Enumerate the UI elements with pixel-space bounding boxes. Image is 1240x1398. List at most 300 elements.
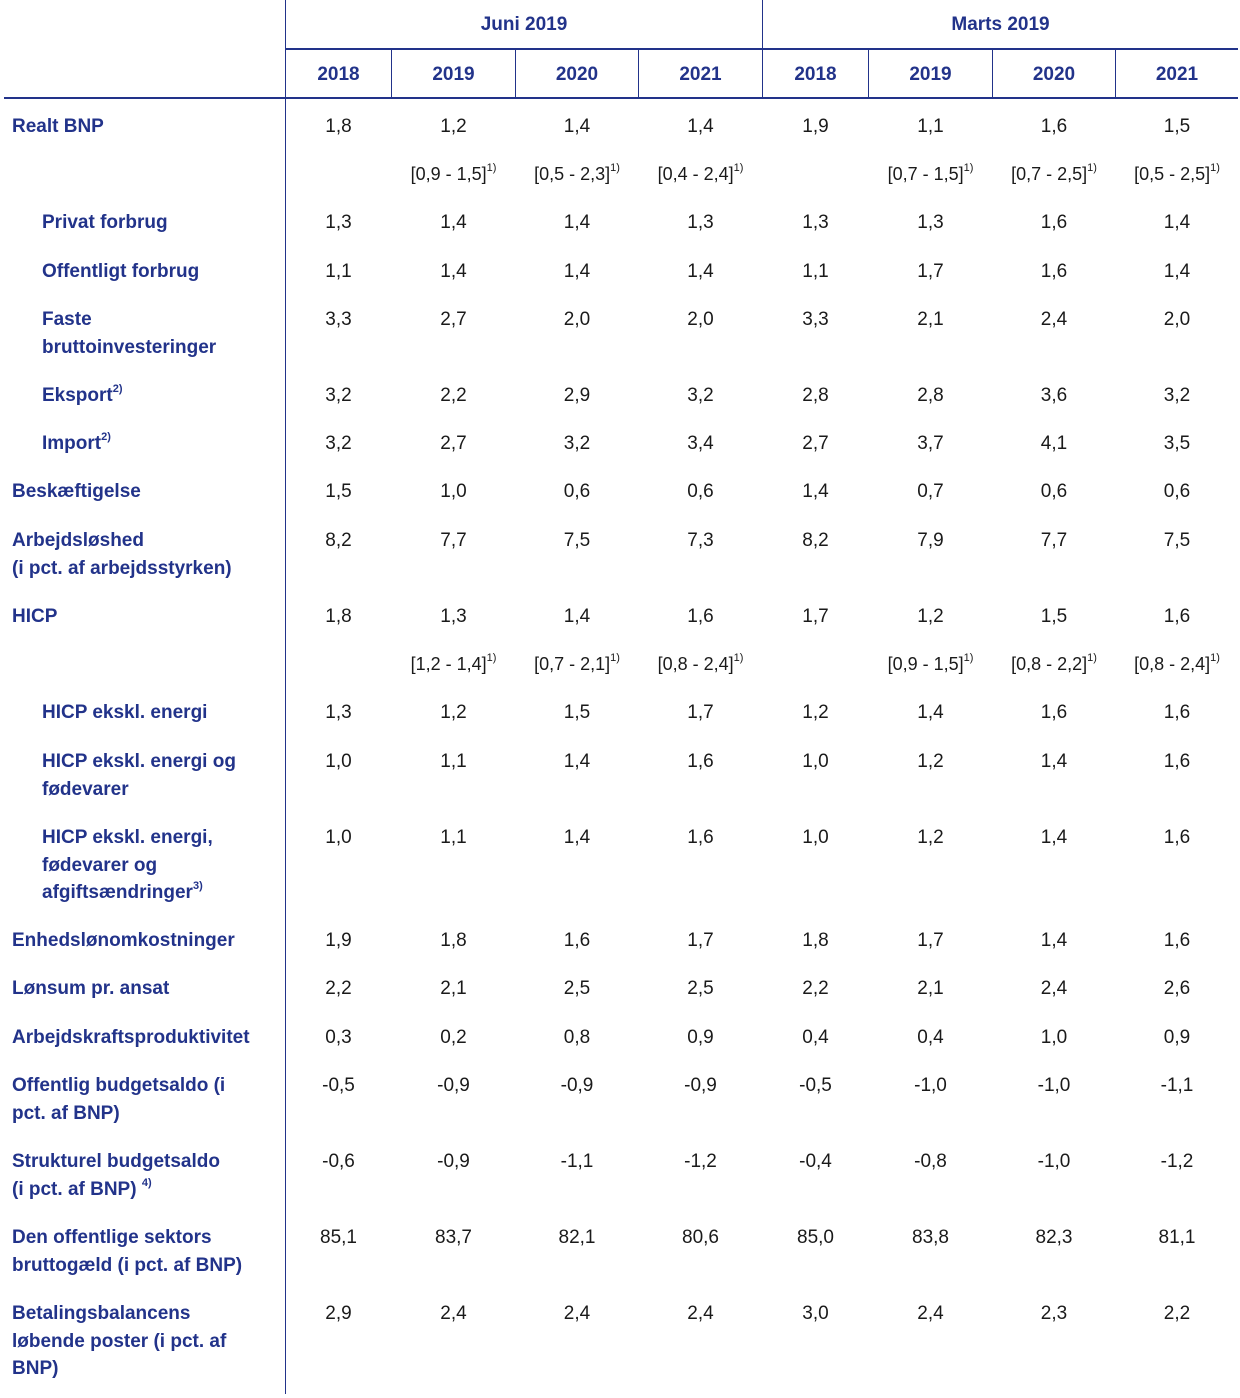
row-label-line: Faste — [42, 309, 92, 330]
value-cell — [763, 748, 868, 776]
cell-value: 1,0 — [1040, 1027, 1068, 1048]
value-cell — [763, 306, 868, 334]
cell-value: -0,9 — [437, 1075, 470, 1096]
value-cell — [993, 824, 1115, 852]
cell-value: 7,5 — [1163, 530, 1191, 551]
cell-value: 1,4 — [1040, 827, 1068, 848]
value-cell — [286, 824, 391, 852]
cell-value: 0,6 — [687, 481, 714, 502]
cell-value: -1,2 — [684, 1151, 717, 1172]
cell-value: 1,4 — [563, 212, 591, 233]
cell-value: 1,4 — [563, 606, 591, 627]
value-cell — [869, 1224, 992, 1252]
cell-value: 2,6 — [1163, 978, 1191, 999]
cell-value: 1,1 — [440, 751, 467, 772]
footnote-marker: 1) — [486, 162, 497, 174]
cell-value: 1,4 — [563, 827, 591, 848]
cell-value: 2,2 — [1163, 1303, 1191, 1324]
value-cell — [516, 699, 638, 727]
value-cell — [392, 1024, 515, 1052]
cell-value: 3,0 — [802, 1303, 829, 1324]
cell-value: 3,2 — [563, 433, 591, 454]
cell-value: 1,6 — [1163, 930, 1191, 951]
cell-value: 3,5 — [1163, 433, 1191, 454]
value-cell — [516, 209, 638, 237]
row-label-line: Enhedslønomkostninger — [12, 930, 235, 951]
value-cell — [392, 478, 515, 506]
cell-value: [0,8 - 2,2] — [1011, 654, 1088, 674]
cell-value: -0,9 — [684, 1075, 717, 1096]
value-cell — [516, 1148, 638, 1176]
cell-value: 85,0 — [797, 1227, 834, 1248]
cell-value: 2,8 — [802, 385, 829, 406]
range-cell — [516, 161, 638, 189]
value-cell — [993, 748, 1115, 776]
row-label-line: Arbejdskraftsproduktivitet — [12, 1027, 250, 1048]
value-cell — [392, 209, 515, 237]
value-cell — [763, 603, 868, 631]
value-cell — [516, 1300, 638, 1328]
cell-value: -1,0 — [914, 1075, 947, 1096]
value-cell — [639, 699, 762, 727]
cell-value: -0,9 — [560, 1075, 594, 1096]
cell-value: 1,0 — [325, 751, 352, 772]
value-cell — [516, 527, 638, 555]
cell-value: 7,9 — [917, 530, 944, 551]
footnote-marker: 1) — [733, 162, 744, 174]
value-cell — [993, 927, 1115, 955]
cell-value: 1,2 — [917, 751, 944, 772]
cell-value: 2,0 — [687, 309, 714, 330]
row-label-line: HICP — [12, 606, 58, 627]
row-label — [12, 603, 57, 631]
value-cell — [639, 927, 762, 955]
cell-value: -0,6 — [322, 1151, 355, 1172]
range-cell — [869, 161, 992, 189]
range-cell — [392, 651, 515, 679]
value-cell — [392, 113, 515, 141]
range-cell — [516, 651, 638, 679]
cell-value: 2,2 — [440, 385, 467, 406]
value-cell — [869, 382, 992, 410]
value-cell — [516, 306, 638, 334]
cell-value: 1,1 — [440, 827, 467, 848]
cell-value: 7,5 — [563, 530, 591, 551]
cell-value: 1,7 — [687, 702, 714, 723]
footnote-marker: 2) — [112, 383, 123, 395]
value-cell — [392, 430, 515, 458]
cell-value: 1,6 — [563, 930, 591, 951]
value-cell — [1116, 603, 1238, 631]
cell-value: 0,6 — [563, 481, 591, 502]
value-cell — [516, 382, 638, 410]
cell-value: 0,9 — [1163, 1027, 1191, 1048]
row-label-line: HICP ekskl. energi, — [42, 827, 213, 848]
range-cell — [639, 161, 762, 189]
cell-value: 1,3 — [687, 212, 714, 233]
value-cell — [1116, 1148, 1238, 1176]
value-cell — [1116, 975, 1238, 1003]
value-cell — [1116, 824, 1238, 852]
value-cell — [286, 748, 391, 776]
cell-value: 1,2 — [440, 702, 467, 723]
cell-value: 8,2 — [325, 530, 352, 551]
cell-value: [0,5 - 2,5] — [1134, 164, 1211, 184]
value-cell — [993, 113, 1115, 141]
cell-value: 1,1 — [325, 261, 352, 282]
cell-value: 1,6 — [1163, 827, 1191, 848]
cell-value: 1,4 — [917, 702, 944, 723]
value-cell — [392, 1072, 515, 1100]
footnote-marker: 1) — [733, 652, 744, 664]
cell-value: 8,2 — [802, 530, 829, 551]
row-label-line: Offentlig budgetsaldo (i — [12, 1075, 226, 1096]
value-cell — [516, 975, 638, 1003]
value-cell — [993, 603, 1115, 631]
value-cell — [869, 1024, 992, 1052]
value-cell — [286, 478, 391, 506]
cell-value: 0,4 — [917, 1027, 944, 1048]
cell-value: 3,7 — [917, 433, 944, 454]
cell-value: 2,4 — [440, 1303, 467, 1324]
year-header: 2018 — [794, 64, 837, 85]
row-label — [12, 478, 141, 506]
value-cell — [639, 527, 762, 555]
cell-value: 1,0 — [325, 827, 352, 848]
value-cell — [993, 382, 1115, 410]
value-cell — [763, 824, 868, 852]
cell-value: 0,2 — [440, 1027, 467, 1048]
value-cell — [516, 927, 638, 955]
value-cell — [1116, 258, 1238, 286]
cell-value: 0,3 — [325, 1027, 352, 1048]
cell-value: [0,7 - 2,1] — [534, 654, 611, 674]
value-cell — [1116, 209, 1238, 237]
value-cell — [392, 1300, 515, 1328]
cell-value: 2,9 — [563, 385, 591, 406]
value-cell — [516, 603, 638, 631]
cell-value: 1,0 — [802, 751, 829, 772]
cell-value: 1,7 — [687, 930, 714, 951]
cell-value: 1,4 — [563, 116, 591, 137]
value-cell — [993, 1024, 1115, 1052]
row-label — [42, 430, 111, 458]
value-cell — [639, 258, 762, 286]
cell-value: 1,4 — [1163, 212, 1191, 233]
value-cell — [869, 527, 992, 555]
cell-value: 0,7 — [917, 481, 944, 502]
value-cell — [993, 1224, 1115, 1252]
cell-value: 1,4 — [1163, 261, 1191, 282]
cell-value: 1,4 — [563, 261, 591, 282]
value-cell — [869, 113, 992, 141]
value-cell — [639, 603, 762, 631]
cell-value: 1,4 — [1040, 930, 1068, 951]
cell-value: 1,8 — [802, 930, 829, 951]
cell-value: 1,4 — [687, 261, 714, 282]
value-cell — [869, 927, 992, 955]
footnote-marker: 1) — [610, 652, 620, 664]
footnote-marker: 1) — [1087, 162, 1097, 174]
cell-value: 2,2 — [325, 978, 352, 999]
row-label — [42, 382, 123, 410]
cell-value: 3,6 — [1040, 385, 1068, 406]
value-cell — [993, 527, 1115, 555]
value-cell — [1116, 478, 1238, 506]
cell-value: 1,5 — [1163, 116, 1191, 137]
row-label-line: Import — [42, 433, 102, 454]
value-cell — [869, 1072, 992, 1100]
cell-value: 1,3 — [440, 606, 467, 627]
value-cell — [763, 113, 868, 141]
cell-value: 1,6 — [1163, 702, 1191, 723]
cell-value: 7,7 — [1040, 530, 1068, 551]
value-cell — [869, 699, 992, 727]
cell-value: 1,7 — [917, 261, 944, 282]
row-label-line: fødevarer — [42, 778, 129, 800]
cell-value: -1,1 — [1160, 1075, 1194, 1096]
cell-value: 2,1 — [440, 978, 467, 999]
value-cell — [286, 306, 391, 334]
row-label-line: Eksport — [42, 385, 113, 406]
range-cell — [1116, 651, 1238, 679]
footnote-marker: 4) — [141, 1176, 152, 1189]
value-cell — [1116, 1072, 1238, 1100]
cell-value: 1,3 — [917, 212, 944, 233]
row-label-line: pct. af BNP) — [12, 1102, 120, 1124]
value-cell — [993, 1148, 1115, 1176]
cell-value: 3,2 — [1163, 385, 1191, 406]
year-header: 2019 — [909, 64, 952, 85]
row-label — [42, 306, 216, 361]
value-cell — [286, 927, 391, 955]
group-header-june-2019: Juni 2019 — [480, 14, 568, 35]
header-bottom-rule — [4, 97, 1238, 99]
footnote-marker: 1) — [963, 652, 974, 664]
value-cell — [639, 1224, 762, 1252]
cell-value: 1,5 — [1040, 606, 1068, 627]
cell-value: 2,2 — [802, 978, 829, 999]
value-cell — [639, 1024, 762, 1052]
value-cell — [869, 824, 992, 852]
cell-value: 1,9 — [802, 116, 829, 137]
value-cell — [516, 748, 638, 776]
value-cell — [1116, 113, 1238, 141]
cell-value: 1,6 — [1040, 212, 1068, 233]
footnote-marker: 1) — [486, 652, 497, 664]
row-label — [42, 824, 213, 907]
value-cell — [869, 1148, 992, 1176]
value-cell — [1116, 527, 1238, 555]
cell-value: 1,1 — [917, 116, 944, 137]
cell-value: 3,2 — [687, 385, 714, 406]
cell-value: 1,4 — [802, 481, 829, 502]
cell-value: [0,4 - 2,4] — [657, 164, 734, 184]
row-label — [42, 209, 168, 237]
cell-value: 2,4 — [563, 1303, 591, 1324]
cell-value: 83,7 — [435, 1227, 472, 1248]
value-cell — [763, 430, 868, 458]
value-cell — [639, 306, 762, 334]
value-cell — [516, 1224, 638, 1252]
value-cell — [763, 1300, 868, 1328]
year-header: 2021 — [1155, 64, 1199, 85]
value-cell — [286, 1024, 391, 1052]
value-cell — [763, 975, 868, 1003]
range-cell — [869, 651, 992, 679]
value-cell — [639, 975, 762, 1003]
cell-value: 7,7 — [440, 530, 467, 551]
year-header: 2018 — [317, 64, 360, 85]
value-cell — [392, 603, 515, 631]
cell-value: 3,3 — [802, 309, 829, 330]
range-cell — [639, 651, 762, 679]
cell-value: 80,6 — [682, 1227, 719, 1248]
value-cell — [993, 699, 1115, 727]
cell-value: 82,3 — [1035, 1227, 1073, 1248]
value-cell — [286, 699, 391, 727]
cell-value: 1,6 — [1040, 116, 1068, 137]
cell-value: 1,3 — [325, 702, 352, 723]
row-label — [12, 927, 235, 955]
row-label-line: løbende poster (i pct. af — [12, 1330, 227, 1352]
cell-value: 1,8 — [325, 606, 352, 627]
value-cell — [1116, 1224, 1238, 1252]
value-cell — [286, 975, 391, 1003]
cell-value: 1,7 — [802, 606, 829, 627]
value-cell — [286, 209, 391, 237]
value-cell — [1116, 699, 1238, 727]
value-cell — [1116, 306, 1238, 334]
value-cell — [516, 113, 638, 141]
cell-value: 1,2 — [802, 702, 829, 723]
cell-value: -1,2 — [1160, 1151, 1194, 1172]
row-label-line: Realt BNP — [12, 116, 104, 137]
cell-value: 1,6 — [687, 606, 714, 627]
value-cell — [763, 927, 868, 955]
cell-value: 2,0 — [563, 309, 591, 330]
value-cell — [392, 975, 515, 1003]
cell-value: 2,7 — [802, 433, 829, 454]
value-cell — [1116, 382, 1238, 410]
cell-value: -1,0 — [1037, 1075, 1071, 1096]
cell-value: -0,4 — [799, 1151, 832, 1172]
cell-value: [1,2 - 1,4] — [410, 654, 487, 674]
value-cell — [869, 748, 992, 776]
cell-value: 1,6 — [1163, 751, 1191, 772]
cell-value: 1,4 — [687, 116, 714, 137]
footnote-marker: 1) — [1210, 162, 1220, 174]
range-cell — [993, 161, 1115, 189]
footnote-marker: 1) — [963, 162, 974, 174]
value-cell — [763, 1024, 868, 1052]
value-cell — [1116, 927, 1238, 955]
cell-value: 83,8 — [912, 1227, 949, 1248]
row-label-line: Offentligt forbrug — [42, 261, 200, 282]
value-cell — [639, 748, 762, 776]
value-cell — [516, 258, 638, 286]
row-label-line: bruttogæld (i pct. af BNP) — [12, 1254, 243, 1276]
footnote-marker: 3) — [192, 880, 203, 892]
cell-value: 1,6 — [687, 827, 714, 848]
value-cell — [392, 1148, 515, 1176]
cell-value: 1,3 — [802, 212, 829, 233]
value-cell — [869, 478, 992, 506]
row-label — [12, 113, 104, 141]
cell-value: -1,1 — [560, 1151, 594, 1172]
cell-value: [0,8 - 2,4] — [657, 654, 734, 674]
footnote-marker: 1) — [610, 162, 620, 174]
value-cell — [763, 699, 868, 727]
year-header: 2020 — [1032, 64, 1076, 85]
cell-value: 2,0 — [1163, 309, 1191, 330]
value-cell — [392, 927, 515, 955]
value-cell — [869, 258, 992, 286]
cell-value: 1,5 — [563, 702, 591, 723]
value-cell — [993, 1072, 1115, 1100]
cell-value: -0,5 — [322, 1075, 355, 1096]
group-header-march-2019: Marts 2019 — [951, 14, 1050, 35]
cell-value: 2,8 — [917, 385, 944, 406]
cell-value: 1,4 — [563, 751, 591, 772]
value-cell — [286, 603, 391, 631]
cell-value: -0,9 — [437, 1151, 470, 1172]
row-label — [12, 1224, 242, 1279]
row-label — [12, 1072, 225, 1127]
cell-value: [0,7 - 1,5] — [887, 164, 964, 184]
range-cell — [392, 161, 515, 189]
cell-value: -0,8 — [914, 1151, 947, 1172]
value-cell — [286, 258, 391, 286]
footnote-marker: 1) — [1210, 652, 1220, 664]
cell-value: 1,4 — [1040, 751, 1068, 772]
value-cell — [993, 478, 1115, 506]
cell-value: 85,1 — [320, 1227, 357, 1248]
row-label — [42, 258, 199, 286]
footnote-marker: 2) — [101, 431, 111, 443]
value-cell — [516, 478, 638, 506]
cell-value: 0,9 — [687, 1027, 714, 1048]
row-label — [12, 1300, 226, 1383]
cell-value: [0,9 - 1,5] — [410, 164, 487, 184]
year-header: 2020 — [555, 64, 599, 85]
cell-value: -0,5 — [799, 1075, 832, 1096]
value-cell — [1116, 1300, 1238, 1328]
cell-value: 0,6 — [1040, 481, 1068, 502]
value-cell — [993, 430, 1115, 458]
cell-value: -1,0 — [1037, 1151, 1071, 1172]
cell-value: 1,6 — [687, 751, 714, 772]
value-cell — [763, 258, 868, 286]
value-cell — [639, 430, 762, 458]
row-label-line: fødevarer og — [42, 854, 158, 876]
year-header: 2019 — [432, 64, 475, 85]
cell-value: 0,6 — [1163, 481, 1191, 502]
value-cell — [869, 603, 992, 631]
range-cell — [993, 651, 1115, 679]
cell-value: 2,4 — [917, 1303, 944, 1324]
cell-value: 1,2 — [917, 827, 944, 848]
cell-value: 3,4 — [687, 433, 714, 454]
value-cell — [286, 1224, 391, 1252]
value-cell — [1116, 1024, 1238, 1052]
cell-value: 81,1 — [1158, 1227, 1196, 1248]
cell-value: 1,1 — [802, 261, 829, 282]
row-label-line: Beskæftigelse — [12, 481, 141, 502]
cell-value: 1,0 — [802, 827, 829, 848]
cell-value: 7,3 — [687, 530, 714, 551]
row-label-line: afgiftsændringer — [42, 882, 193, 903]
